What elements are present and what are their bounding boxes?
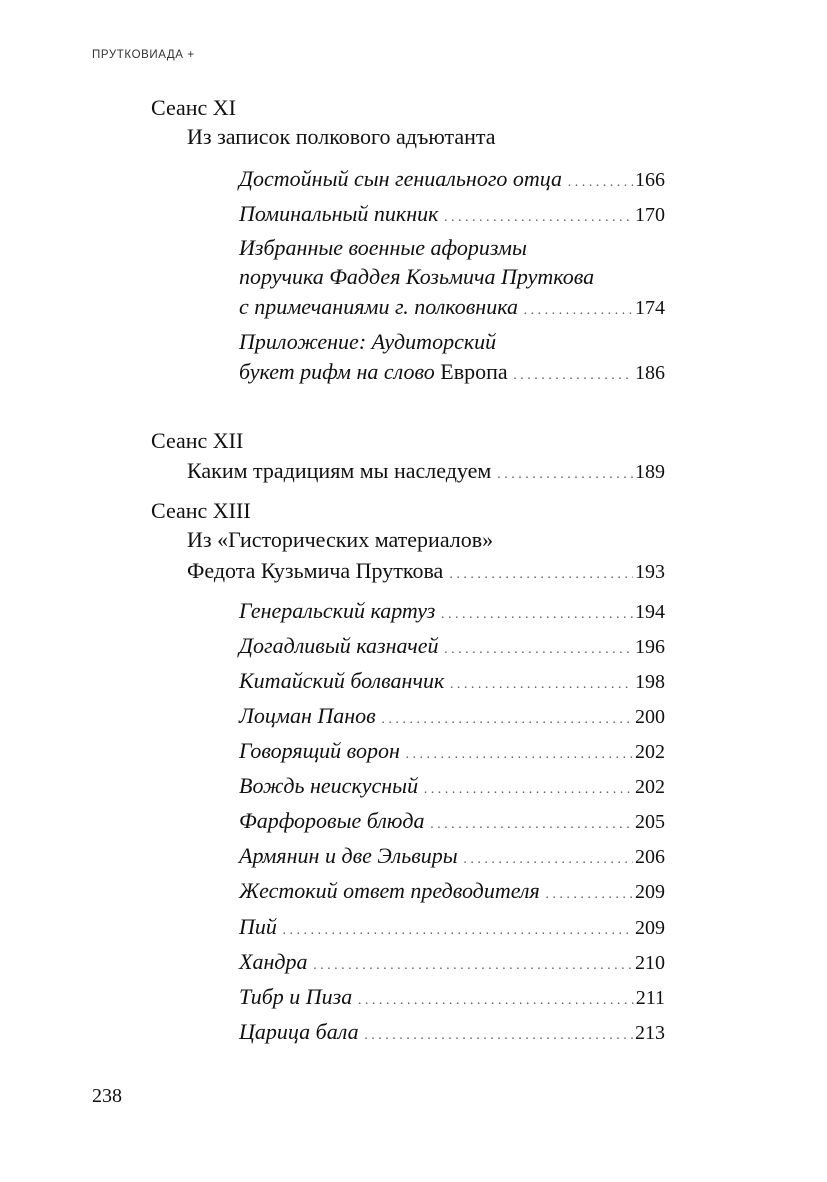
toc-entry-page: 210 [635,952,665,974]
toc-entry[interactable] [239,773,665,803]
leader-dots [449,562,633,588]
seance-11-subheading: Из записок полкового адъютанта [187,124,496,149]
toc-entry-page: 170 [635,204,665,226]
toc-entry[interactable] [239,201,665,231]
toc-entry-page: 186 [635,362,665,384]
toc-entry-page: 198 [635,671,665,693]
toc-entry-page: 209 [635,881,665,903]
leader-dots [524,298,633,324]
toc-entry-title: Каким традициям мы наследуем [187,458,492,483]
leader-dots [568,170,633,196]
toc-entry[interactable] [239,843,665,873]
toc-entry-page: 202 [635,741,665,763]
toc-entry-title: Царица бала [239,1019,359,1044]
seance-13-heading: Сеанс XIII [151,498,251,523]
toc-entry-title: Жестокий ответ предводителя [239,878,540,903]
toc-entry[interactable] [187,458,665,488]
toc-entry-page: 213 [635,1022,665,1044]
toc-entry-title [239,359,508,385]
toc-entry-title: Пий [239,914,277,939]
toc-entry-title: Генеральский картуз [239,598,436,623]
leader-dots [441,602,633,628]
leader-dots [283,918,633,944]
leader-dots [382,707,633,733]
toc-entry-page: 166 [635,169,665,191]
toc-entry-page: 211 [635,987,665,1009]
page-number: 238 [92,1085,122,1107]
toc-entry-title: Федота Кузьмича Пруткова [187,558,444,583]
toc-entry[interactable] [239,949,665,979]
leader-dots [444,205,633,231]
toc-entry-title-word: Европа [440,359,508,384]
toc-entry-title: Армянин и две Эльвиры [239,843,458,868]
toc-entry-title: Фарфоровые блюда [239,808,425,833]
toc-entry-page: 196 [635,636,665,658]
toc-entry-page: 193 [635,561,665,583]
toc-entry-page: 202 [635,776,665,798]
running-head: ПРУТКОВИАДА + [92,49,195,61]
toc-entry[interactable] [239,294,665,324]
toc-entry-title: Лоцман Панов [239,703,376,728]
leader-dots [546,882,633,908]
toc-entry-title: Говорящий ворон [239,738,400,763]
toc-entry-page: 200 [635,706,665,728]
leader-dots [424,777,633,803]
leader-dots [431,812,634,838]
toc-entry[interactable] [239,984,665,1014]
toc-entry-title-part: букет рифм на слово [239,359,435,384]
toc-entry[interactable] [239,808,665,838]
toc-entry[interactable] [239,738,665,768]
toc-entry-page: 194 [635,601,665,623]
leader-dots [406,742,633,768]
toc-entry-title: Поминальный пикник [239,201,439,226]
toc-entry-title: Достойный сын гениального отца [239,166,563,191]
seance-11-heading: Сеанс XI [151,95,236,120]
toc-entry-page: 189 [635,461,665,483]
toc-entry[interactable] [239,703,665,733]
toc-entry-title-line: Из «Гисторических материалов» [187,527,494,552]
toc-entry-title: Вождь неискусный [239,773,419,798]
toc-entry-title-line: поручика Фаддея Козьмича Пруткова [239,264,595,289]
toc-entry-title-line: Избранные военные афоризмы [239,235,527,260]
toc-entry[interactable] [239,878,665,908]
toc-entry[interactable] [239,359,665,389]
leader-dots [514,363,633,389]
toc-entry-page: 206 [635,846,665,868]
leader-dots [313,953,633,979]
toc-entry[interactable] [187,558,665,588]
toc-entry[interactable] [239,633,665,663]
leader-dots [450,672,633,698]
toc-entry-page: 209 [635,917,665,939]
leader-dots [358,988,633,1014]
toc-entry-page: 174 [635,297,665,319]
toc-entry-title-line: Приложение: Аудиторский [239,329,497,354]
toc-entry-title: Тибр и Пиза [239,984,353,1009]
leader-dots [497,462,633,488]
toc-entry[interactable] [239,598,665,628]
toc-entry[interactable] [239,914,665,944]
toc-entry-title: Хандра [239,949,308,974]
leader-dots [464,847,633,873]
toc-entry[interactable] [239,1019,665,1049]
toc-entry[interactable] [239,166,665,196]
toc-entry[interactable] [239,668,665,698]
toc-entry-title: с примечаниями г. полковника [239,294,518,319]
toc-entry-title: Догадливый казначей [239,633,439,658]
seance-12-heading: Сеанс XII [151,428,244,453]
toc-entry-title: Китайский болванчик [239,668,445,693]
toc-entry-page: 205 [635,811,665,833]
leader-dots [365,1023,633,1049]
leader-dots [444,637,633,663]
